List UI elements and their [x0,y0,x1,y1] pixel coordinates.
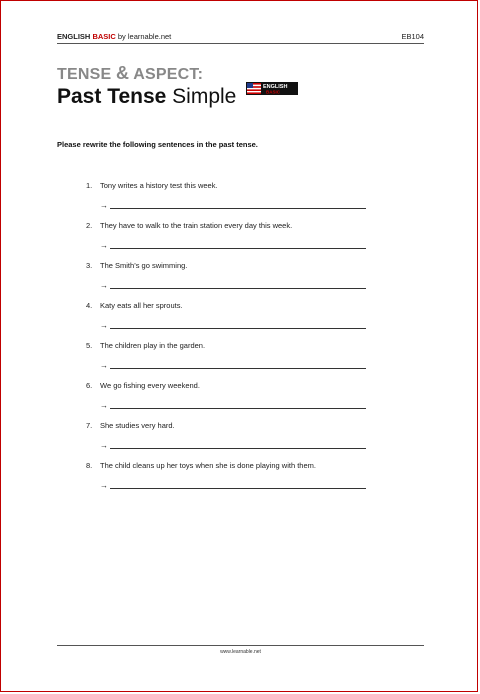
english-basic-logo [246,82,298,95]
exercise-item-5 [86,341,371,381]
answer-line[interactable] [110,288,366,289]
us-flag-icon [247,83,261,94]
answer-line[interactable] [110,408,366,409]
answer-line[interactable] [110,208,366,209]
item-number: 3. [86,261,93,270]
page-footer [57,645,424,655]
title-past-tense: Past Tense [57,85,167,108]
item-sentence: The children play in the garden. [100,341,206,350]
item-number: 6. [86,381,93,390]
header-code: EB104 [401,32,424,41]
item-number: 1. [86,181,93,190]
item-number: 7. [86,421,93,430]
arrow-icon: → [100,281,108,290]
answer-line[interactable] [110,328,366,329]
item-sentence: Tony writes a history test this week. [100,181,218,190]
subtitle-tense: TENSE [57,66,112,83]
brand-by: by learnable.net [117,32,172,41]
arrow-icon: → [100,481,108,490]
answer-line[interactable] [110,368,366,369]
item-sentence: They have to walk to the train station every day this week. [100,221,293,230]
brand-basic: BASIC [92,32,116,41]
instruction-text: Please rewrite the following sentences in the past tense. [57,140,258,149]
page-title [57,85,236,109]
arrow-icon: → [100,201,108,210]
item-number: 2. [86,221,93,230]
item-sentence: Katy eats all her sprouts. [100,301,183,310]
exercise-item-8 [86,461,371,501]
exercise-item-6 [86,381,371,421]
answer-line[interactable] [110,448,366,449]
exercise-item-3 [86,261,371,301]
arrow-icon: → [100,361,108,370]
title-simple: Simple [172,85,237,108]
header-brand [57,32,171,41]
exercise-item-2 [86,221,371,261]
arrow-icon: → [100,241,108,250]
item-number: 4. [86,301,93,310]
arrow-icon: → [100,401,108,410]
footer-url[interactable]: www.learnable.net [220,649,261,655]
item-sentence: The Smith’s go swimming. [100,261,188,270]
brand-english: ENGLISH [57,32,91,41]
page-header [57,30,424,44]
answer-line[interactable] [110,248,366,249]
logo-text-english: ENGLISH [263,84,288,90]
item-number: 8. [86,461,93,470]
exercise-list [86,181,371,501]
exercise-item-7 [86,421,371,461]
item-number: 5. [86,341,93,350]
item-sentence: She studies very hard. [100,421,175,430]
subtitle-aspect: ASPECT: [133,66,204,83]
page-subtitle [57,63,203,84]
item-sentence: We go fishing every weekend. [100,381,200,390]
logo-text-basic: BASIC [266,89,281,95]
exercise-item-1 [86,181,371,221]
arrow-icon: → [100,321,108,330]
arrow-icon: → [100,441,108,450]
exercise-item-4 [86,301,371,341]
subtitle-amp: & [116,63,130,83]
answer-line[interactable] [110,488,366,489]
item-sentence: The child cleans up her toys when she is done playing with them. [100,461,316,470]
